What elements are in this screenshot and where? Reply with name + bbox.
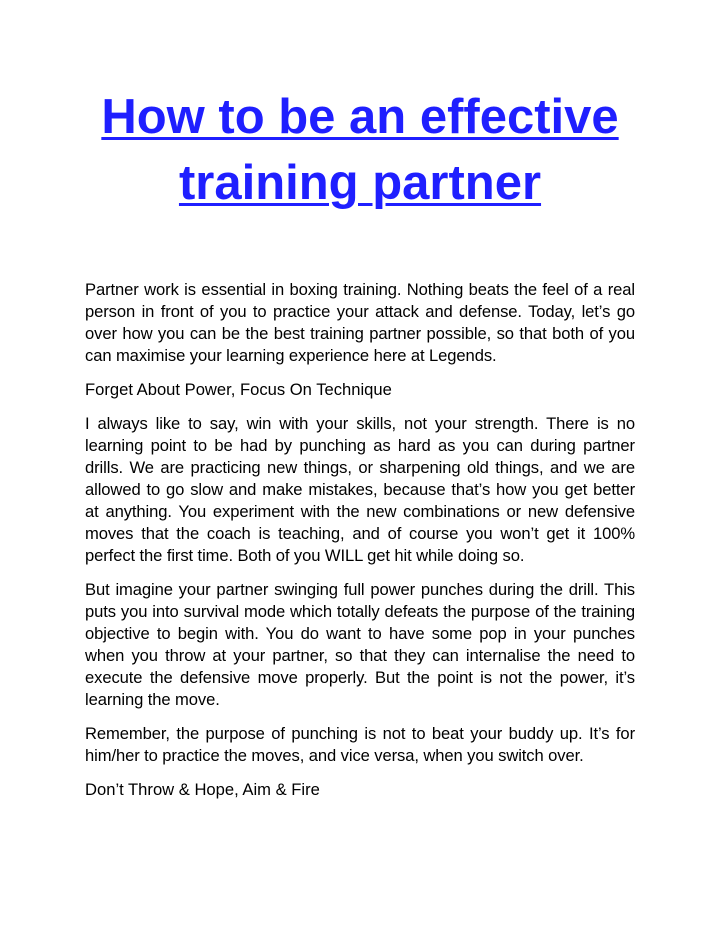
section-heading-power: Forget About Power, Focus On Technique — [85, 380, 392, 399]
paragraph-intro: Partner work is essential in boxing training. Nothing beats the feel of a real person in front of you to practice your attack and defense. Today, let’s go over how you can be the best training partner possible, so that both of you can maximise your learning experience here at Legends. — [85, 280, 635, 365]
paragraph-skills: I always like to say, win with your skills, not your strength. There is no learning point to be had by punching as hard as you can during partner drills. We are practicing new things, or sharpening old things, and we are allowed to go slow and make mistakes, because that’s how you get better at anything. You experiment with the new combinations or new defensive moves that the coach is teaching, and of course you won’t get it 100% perfect the first time. Both of you WILL get hit while doing so. — [85, 414, 635, 565]
paragraph-purpose: Remember, the purpose of punching is not to beat your buddy up. It’s for him/her to practice the moves, and vice versa, when you switch over. — [85, 724, 635, 765]
section-heading-aim: Don’t Throw & Hope, Aim & Fire — [85, 780, 320, 799]
document-body — [85, 279, 635, 813]
paragraph-survival-mode: But imagine your partner swinging full power punches during the drill. This puts you into survival mode which totally defeats the purpose of the training objective to begin with. You do want to have some pop in your punches when you throw at your partner, so that they can internalise the need to execute the defensive move properly. But the point is not the power, it’s learning the move. — [85, 580, 635, 709]
page-title: How to be an effective training partner — [101, 90, 619, 210]
